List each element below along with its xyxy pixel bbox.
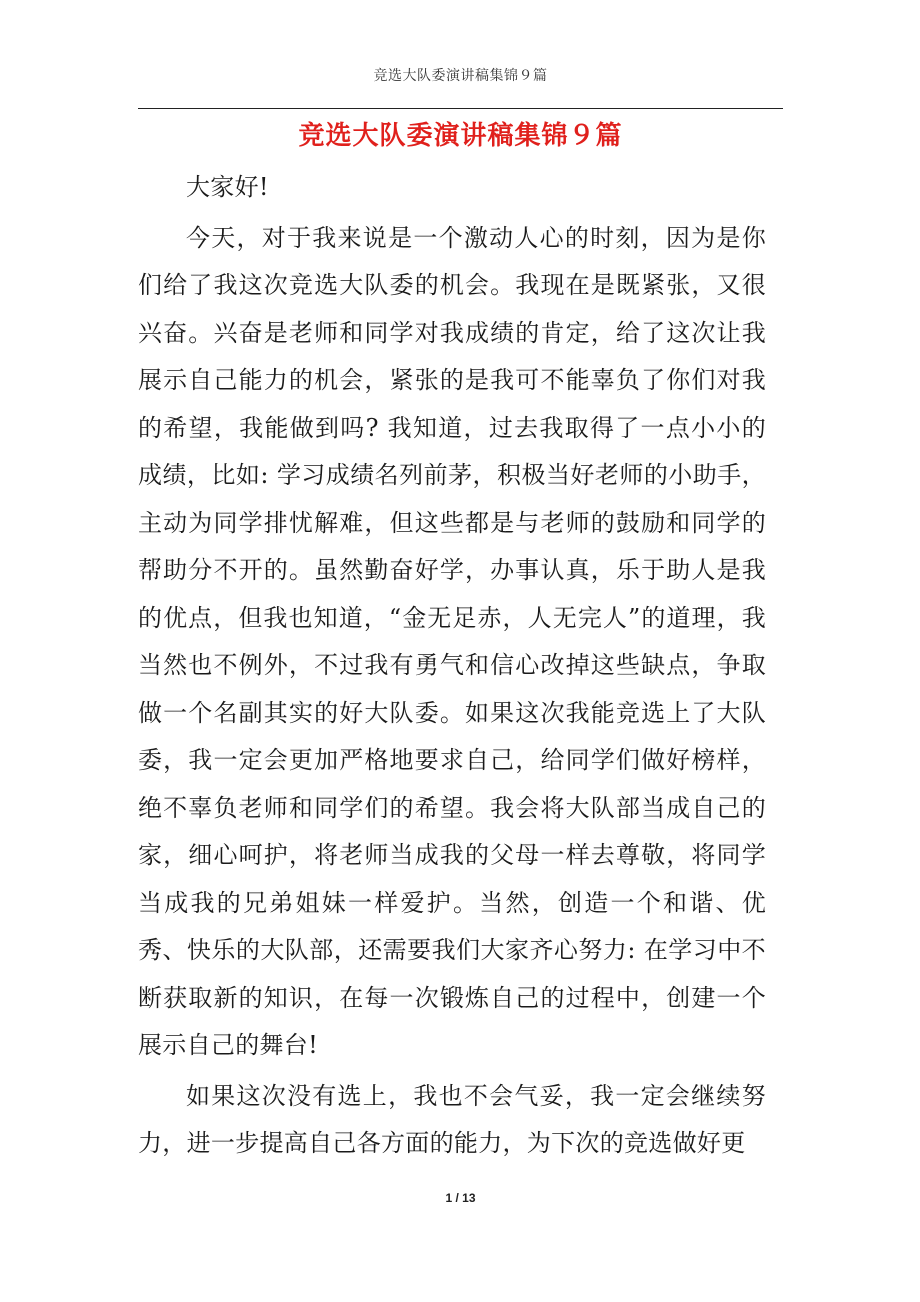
document-title: 竞选大队委演讲稿集锦９篇: [298, 121, 623, 151]
running-header: 竞选大队委演讲稿集锦９篇: [373, 68, 548, 84]
page-number: 1 / 13: [445, 1191, 476, 1205]
paragraph-main: 今天，对于我来说是一个激动人心的时刻，因为是你们给了我这次竞选大队委的机会。我现在是既紧张，又很兴奋。兴奋是老师和同学对我成绩的肯定，给了这次让我展示自己能力的机会，紧张的是我可不能辜负了你们对我的希望，我能做到吗? 我知道，过去我取得了一点小小的成绩，比如: 学习成绩名列前茅，积极当好老师的小助手，主动为同学排忧解难，但这些都是与老师的鼓励和同学的帮助分不开的。虽然勤奋好学，办事认真，乐于助人是我的优点，但我也知道，“金无足赤，人无完人”的道理，我当然也不例外，不过我有勇气和信心改掉这些缺点，争取做一个名副其实的好大队委。如果这次我能竞选上了大队委，我一定会更加严格地要求自己，给同学们做好榜样，绝不辜负老师和同学们的希望。我会将大队部当成自己的家，细心呵护，将老师当成我的父母一样去尊敬，将同学当成我的兄弟姐妹一样爱护。当然，创造一个和谐、优秀、快乐的大队部，还需要我们大家齐心努力: 在学习中不断获取新的知识，在每一次锻炼自己的过程中，创建一个展示自己的舞台!: [138, 223, 766, 1059]
header-divider: [138, 108, 783, 109]
document-body: [138, 164, 766, 1168]
paragraph-greeting: 大家好!: [186, 173, 269, 201]
paragraph-closing: 如果这次没有选上，我也不会气妥，我一定会继续努力，进一步提高自己各方面的能力，为下次的竞选做好更: [138, 1081, 766, 1157]
